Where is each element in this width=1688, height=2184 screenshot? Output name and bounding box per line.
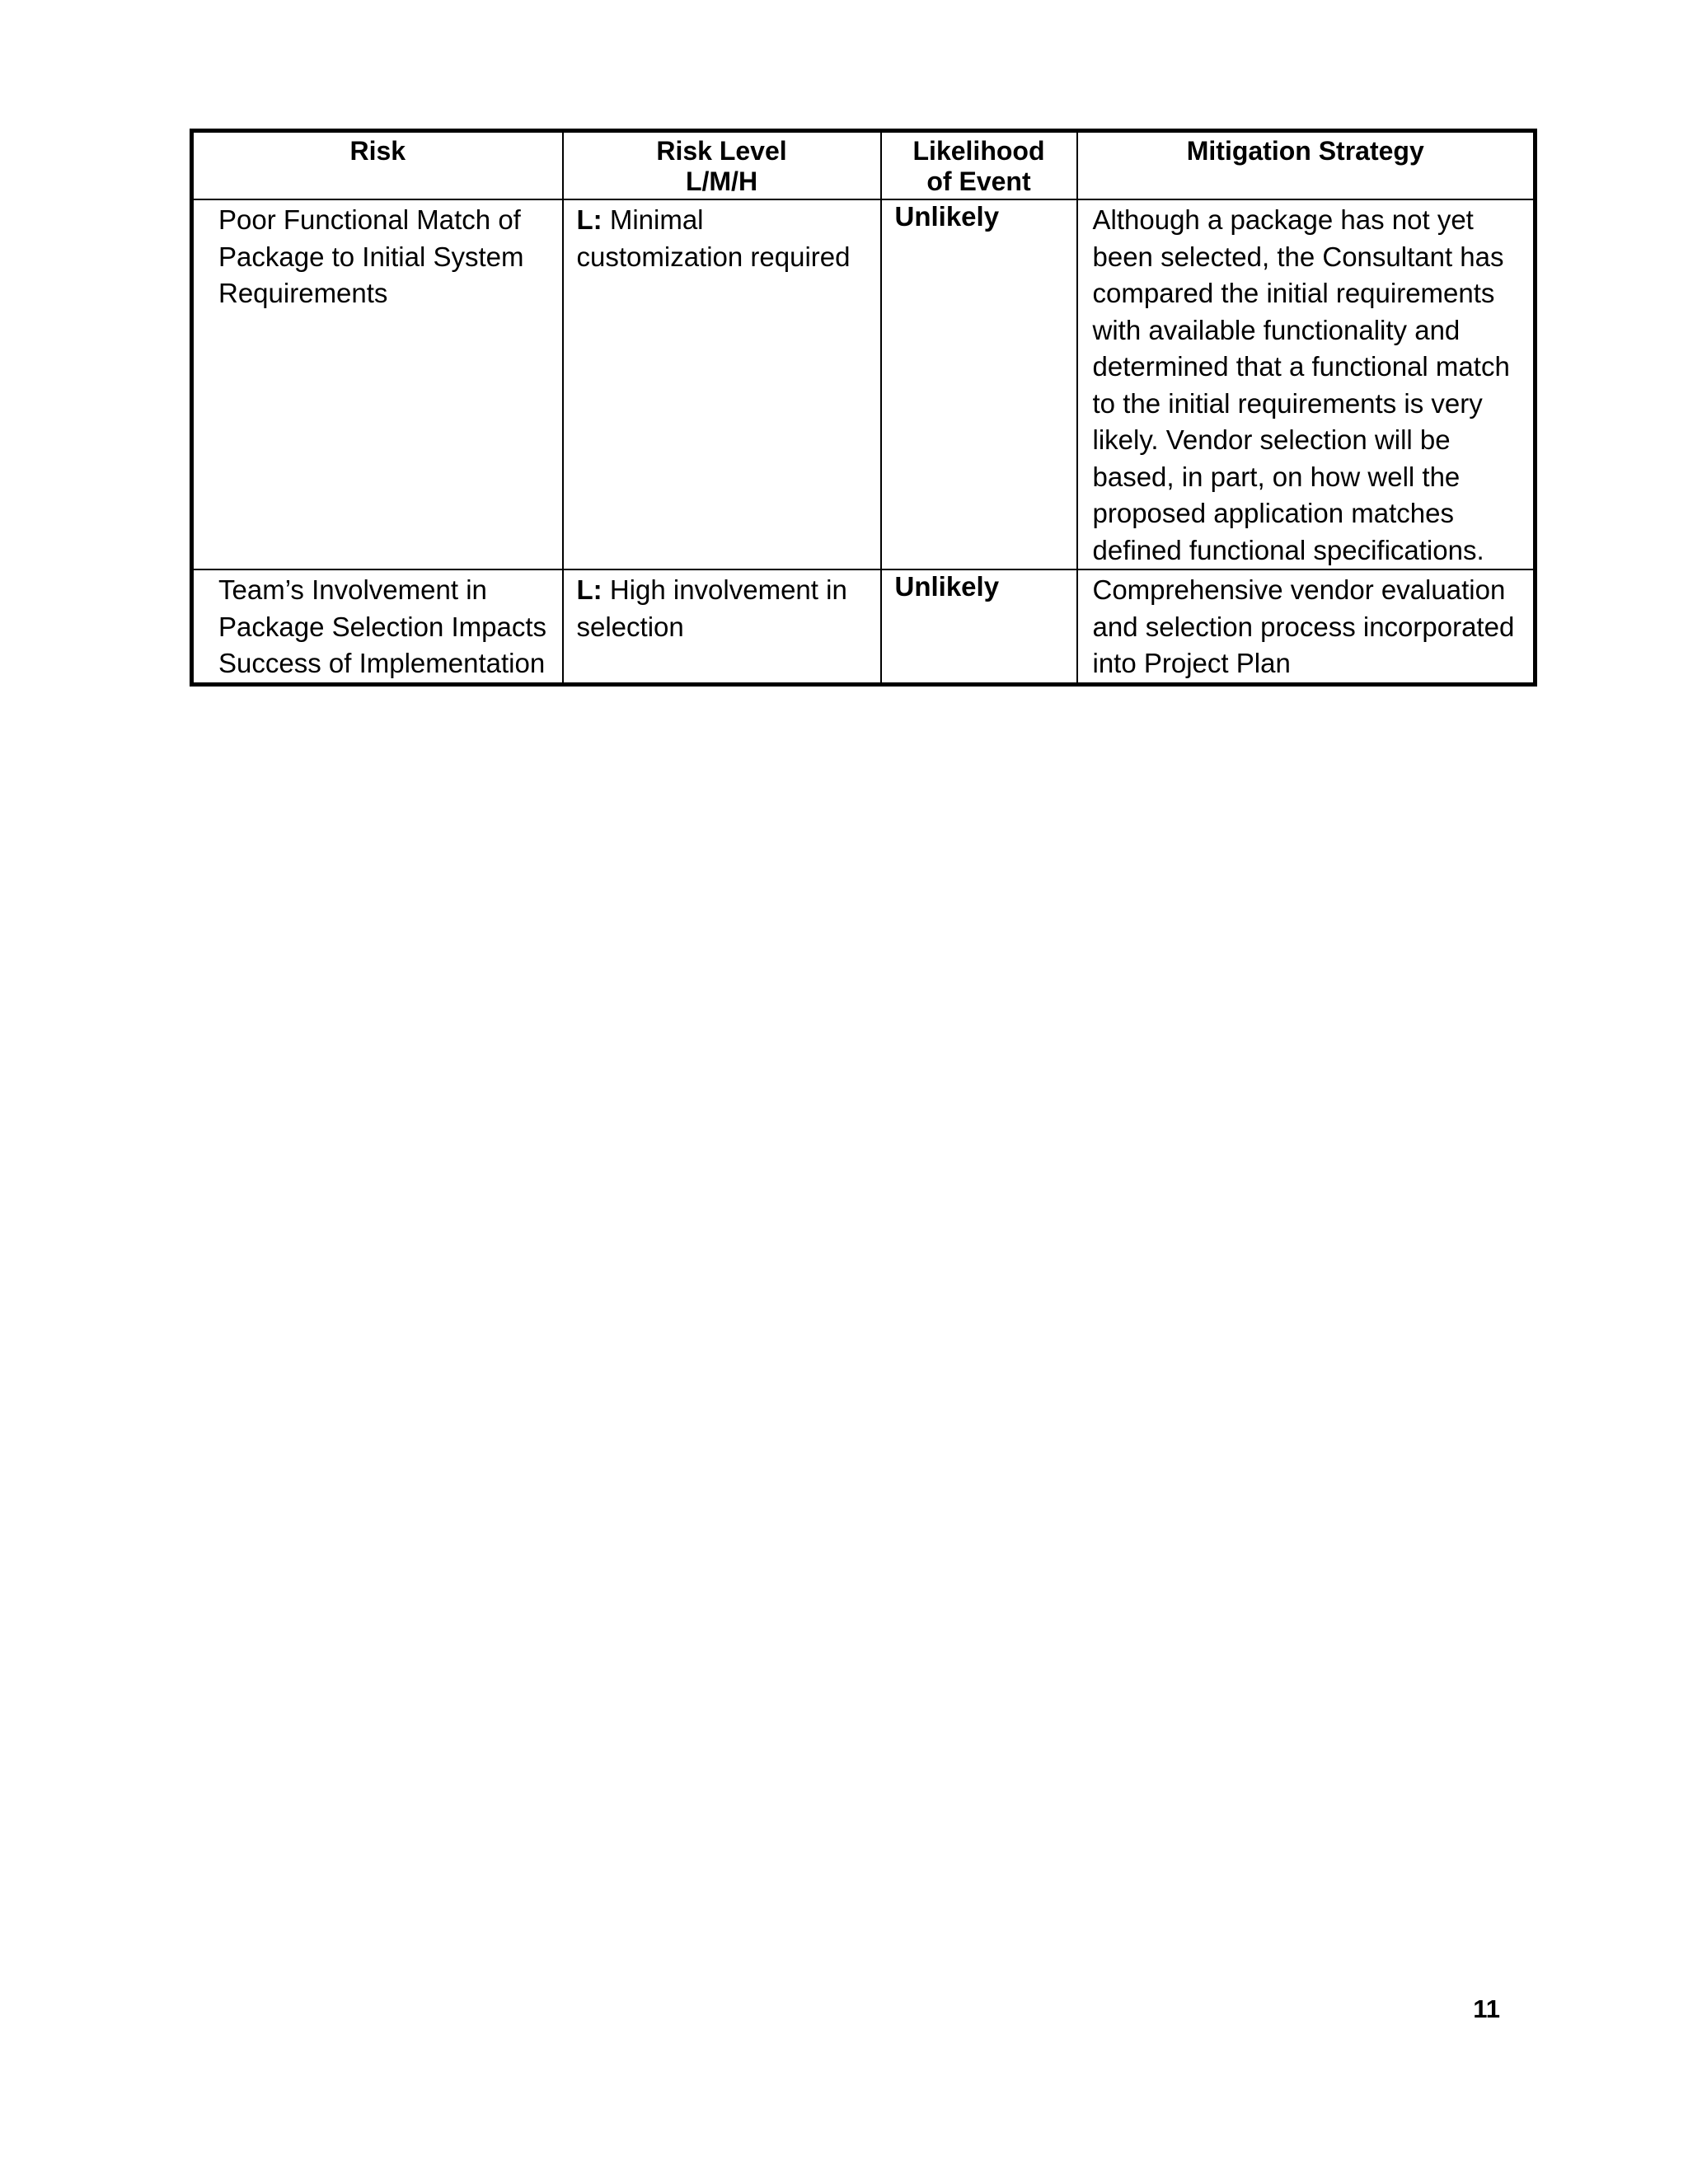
header-risk-label: Risk xyxy=(349,136,406,166)
header-mitigation-label: Mitigation Strategy xyxy=(1186,136,1424,166)
table-row xyxy=(192,569,1536,684)
header-risk-level-line1: Risk Level xyxy=(656,136,787,166)
header-likelihood-line1: Likelihood xyxy=(912,136,1045,166)
likelihood-text: Unlikely xyxy=(894,201,1000,232)
risk-level-code: L: xyxy=(576,574,603,605)
risk-level-cell xyxy=(563,569,881,684)
header-risk-level xyxy=(563,131,881,200)
risk-text: Poor Functional Match of Package to Initial System Requirements xyxy=(218,204,524,308)
header-risk-level-line2: L/M/H xyxy=(685,166,758,196)
risk-level-text: High involvement in selection xyxy=(576,574,847,642)
risk-level-code: L: xyxy=(576,204,603,235)
page-number: 11 xyxy=(1473,1994,1500,2023)
risk-text: Team’s Involvement in Package Selection Impacts Success of Implementation xyxy=(218,574,547,678)
likelihood-cell xyxy=(881,199,1077,569)
header-likelihood xyxy=(881,131,1077,200)
likelihood-text: Unlikely xyxy=(894,571,1000,602)
risk-level-cell xyxy=(563,199,881,569)
table-header-row xyxy=(192,131,1536,200)
risk-level-text: Minimal customization required xyxy=(576,204,851,272)
mitigation-text: Comprehensive vendor evaluation and selection process incorporated into Project Plan xyxy=(1092,574,1515,678)
header-likelihood-line2: of Event xyxy=(926,166,1031,196)
mitigation-cell xyxy=(1077,569,1536,684)
mitigation-text: Although a package has not yet been selected, the Consultant has compared the initial requirements with available functionality and determined that a functional match to the initial requirements is very likely. Vendor selection will be based, in part, on how well the proposed application matches defined functional specifications. xyxy=(1092,204,1510,565)
header-mitigation xyxy=(1077,131,1536,200)
likelihood-cell xyxy=(881,569,1077,684)
mitigation-cell xyxy=(1077,199,1536,569)
risk-cell xyxy=(192,199,563,569)
table-row xyxy=(192,199,1536,569)
header-risk xyxy=(192,131,563,200)
risk-cell xyxy=(192,569,563,684)
risk-table xyxy=(190,129,1537,687)
